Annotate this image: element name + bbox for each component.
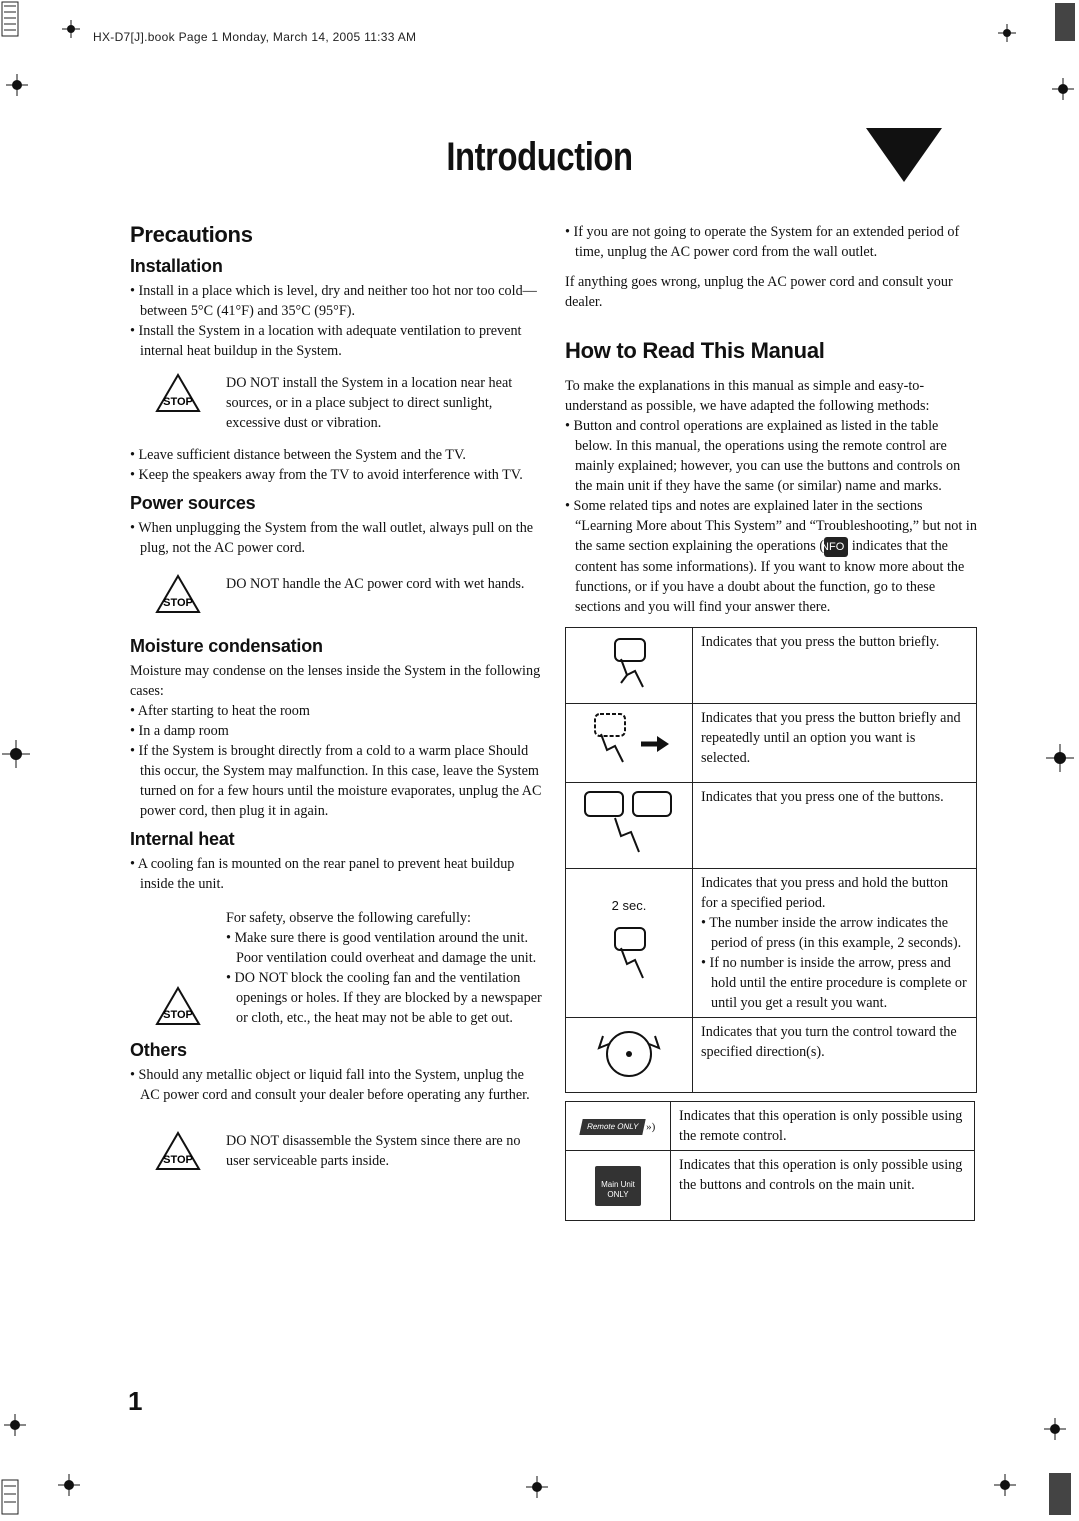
table-row [566,1018,977,1093]
how-to-intro: To make the explanations in this manual as simple and easy-to-understand as possible, we have adapted the following methods: [565,378,930,414]
signal-icon: ») [646,1121,656,1133]
consult-dealer-text: If anything goes wrong, unplug the AC power cord and consult your dealer. [565,274,953,310]
svg-text:STOP: STOP [163,1009,193,1021]
list-item: • Install the System in a location with adequate ventilation to prevent internal heat buildup in the System. [130,321,542,361]
internal-heat-heading: Internal heat [130,829,235,849]
main-unit-only-badge: Main Unit ONLY [595,1166,641,1206]
table-cell: Indicates that this operation is only possible using the remote control. [671,1102,975,1151]
table-row [566,1151,975,1221]
stop-hand-icon [155,574,201,614]
press-repeatedly-icon [579,708,679,772]
table-row [566,1102,975,1151]
registration-mark-icon [1052,78,1074,100]
list-item: • Some related tips and notes are explained later in the sections “Learning More about This System” and “Troubleshooting,” but not in the same section explaining the operations (INFO indicates that the content has some informations). If you want to know more about the functions, or if you have a doubt about the function, go to these sections and you will find your answer there. [565,496,977,617]
list-item: • In a damp room [130,721,542,741]
list-item: • After starting to heat the room [130,701,542,721]
registration-mark-icon [1046,744,1074,772]
registration-mark-icon [4,1414,26,1436]
warning-title: For safety, observe the following carefully: [226,910,471,926]
table-row [566,628,977,704]
registration-mark-icon [994,1474,1016,1496]
operation-legend-table [565,1101,975,1221]
list-item: • If no number is inside the arrow, press and hold until the entire procedure is complete or until you get a result you want. [701,953,968,1013]
color-bar-icon [0,1478,22,1518]
right-column [565,222,977,1221]
registration-mark-icon [62,20,80,38]
warning-block [130,908,542,1028]
list-item: • The number inside the arrow indicates the period of press (in this example, 2 seconds). [701,913,968,953]
warning-block [130,574,542,614]
table-cell: Indicates that you press the button briefly. [693,628,977,704]
warning-text: DO NOT disassemble the System since there are no user serviceable parts inside. [226,1133,521,1169]
installation-heading: Installation [130,256,223,276]
warning-block [130,1131,542,1171]
how-to-read-heading: How to Read This Manual [565,338,825,363]
table-cell: Indicates that you press one of the buttons. [693,783,977,869]
list-item: • When unplugging the System from the wall outlet, always pull on the plug, not the AC power cord. [130,518,542,558]
warning-block [130,373,542,433]
registration-mark-icon [58,1474,80,1496]
warning-text: DO NOT handle the AC power cord with wet hands. [226,576,525,592]
moisture-heading: Moisture condensation [130,636,323,656]
registration-mark-icon [1044,1418,1066,1440]
svg-text:STOP: STOP [163,1154,193,1166]
list-item: • A cooling fan is mounted on the rear panel to prevent heat buildup inside the unit. [130,854,542,894]
others-heading: Others [130,1040,187,1060]
file-info-header: HX-D7[J].book Page 1 Monday, March 14, 2005 11:33 AM [93,30,417,44]
table-cell: Indicates that you press and hold the button for a specified period. [701,875,949,911]
color-bar-icon [1046,1470,1074,1518]
list-item: • Make sure there is good ventilation around the unit. Poor ventilation could overheat and damage the unit. [226,928,542,968]
table-cell: Indicates that you turn the control toward the specified direction(s). [693,1018,977,1093]
press-button-icon [599,635,659,691]
registration-mark-icon [998,24,1016,42]
rotary-control-icon [589,1022,669,1082]
registration-mark-icon [6,74,28,96]
left-column [130,222,542,1179]
table-cell: Indicates that you press the button briefly and repeatedly until an option you want is selected. [693,704,977,783]
duration-label: 2 sec. [611,898,647,913]
registration-mark-icon [526,1476,548,1498]
list-item: • Should any metallic object or liquid fall into the System, unplug the AC power cord and consult your dealer before operating any further. [130,1065,542,1105]
list-item: • Leave sufficient distance between the System and the TV. [130,445,542,465]
press-hold-icon [599,924,659,984]
stop-hand-icon [155,1131,201,1171]
press-one-button-icon [579,788,679,858]
triangle-marker-icon [866,128,942,182]
list-item: • Button and control operations are explained as listed in the table below. In this manual, the operations using the remote control are mainly explained; however, you can use the buttons and controls on the main unit if they have the same (or similar) name and marks. [565,416,977,496]
list-item: • If the System is brought directly from a cold to a warm place Should this occur, the System may malfunction. In this case, leave the System turned on for a few hours until the moisture evaporates, unplug the AC power cord, then plug it in again. [130,741,542,821]
table-cell: Indicates that this operation is only possible using the buttons and controls on the main unit. [671,1151,975,1221]
page-title: Introduction [446,135,633,179]
table-row [566,783,977,869]
stop-hand-icon [155,373,201,413]
stop-hand-icon [155,986,201,1026]
info-badge: INFO [824,537,848,557]
warning-text: DO NOT install the System in a location near heat sources, or in a place subject to direct sunlight, excessive dust or vibration. [226,375,513,431]
precautions-heading: Precautions [130,222,253,247]
list-item: • Keep the speakers away from the TV to avoid interference with TV. [130,465,542,485]
page-number: 1 [128,1386,143,1416]
button-legend-table [565,627,977,1093]
color-bar-icon [0,0,22,40]
svg-text:STOP: STOP [163,396,193,408]
remote-only-badge: Remote ONLY [579,1119,646,1135]
svg-text:STOP: STOP [163,597,193,609]
list-item: • DO NOT block the cooling fan and the ventilation openings or holes. If they are blocked by a newspaper or cloth, etc., the heat may not be able to get out. [226,968,542,1028]
moisture-intro: Moisture may condense on the lenses inside the System in the following cases: [130,663,541,699]
table-row [566,704,977,783]
table-row [566,869,977,1018]
registration-mark-icon [2,740,30,768]
list-item: • If you are not going to operate the System for an extended period of time, unplug the AC power cord from the wall outlet. [565,222,977,262]
color-bar-icon [1052,0,1078,44]
list-item: • Install in a place which is level, dry and neither too hot nor too cold—between 5°C (41°F) and 35°C (95°F). [130,281,542,321]
power-sources-heading: Power sources [130,493,256,513]
